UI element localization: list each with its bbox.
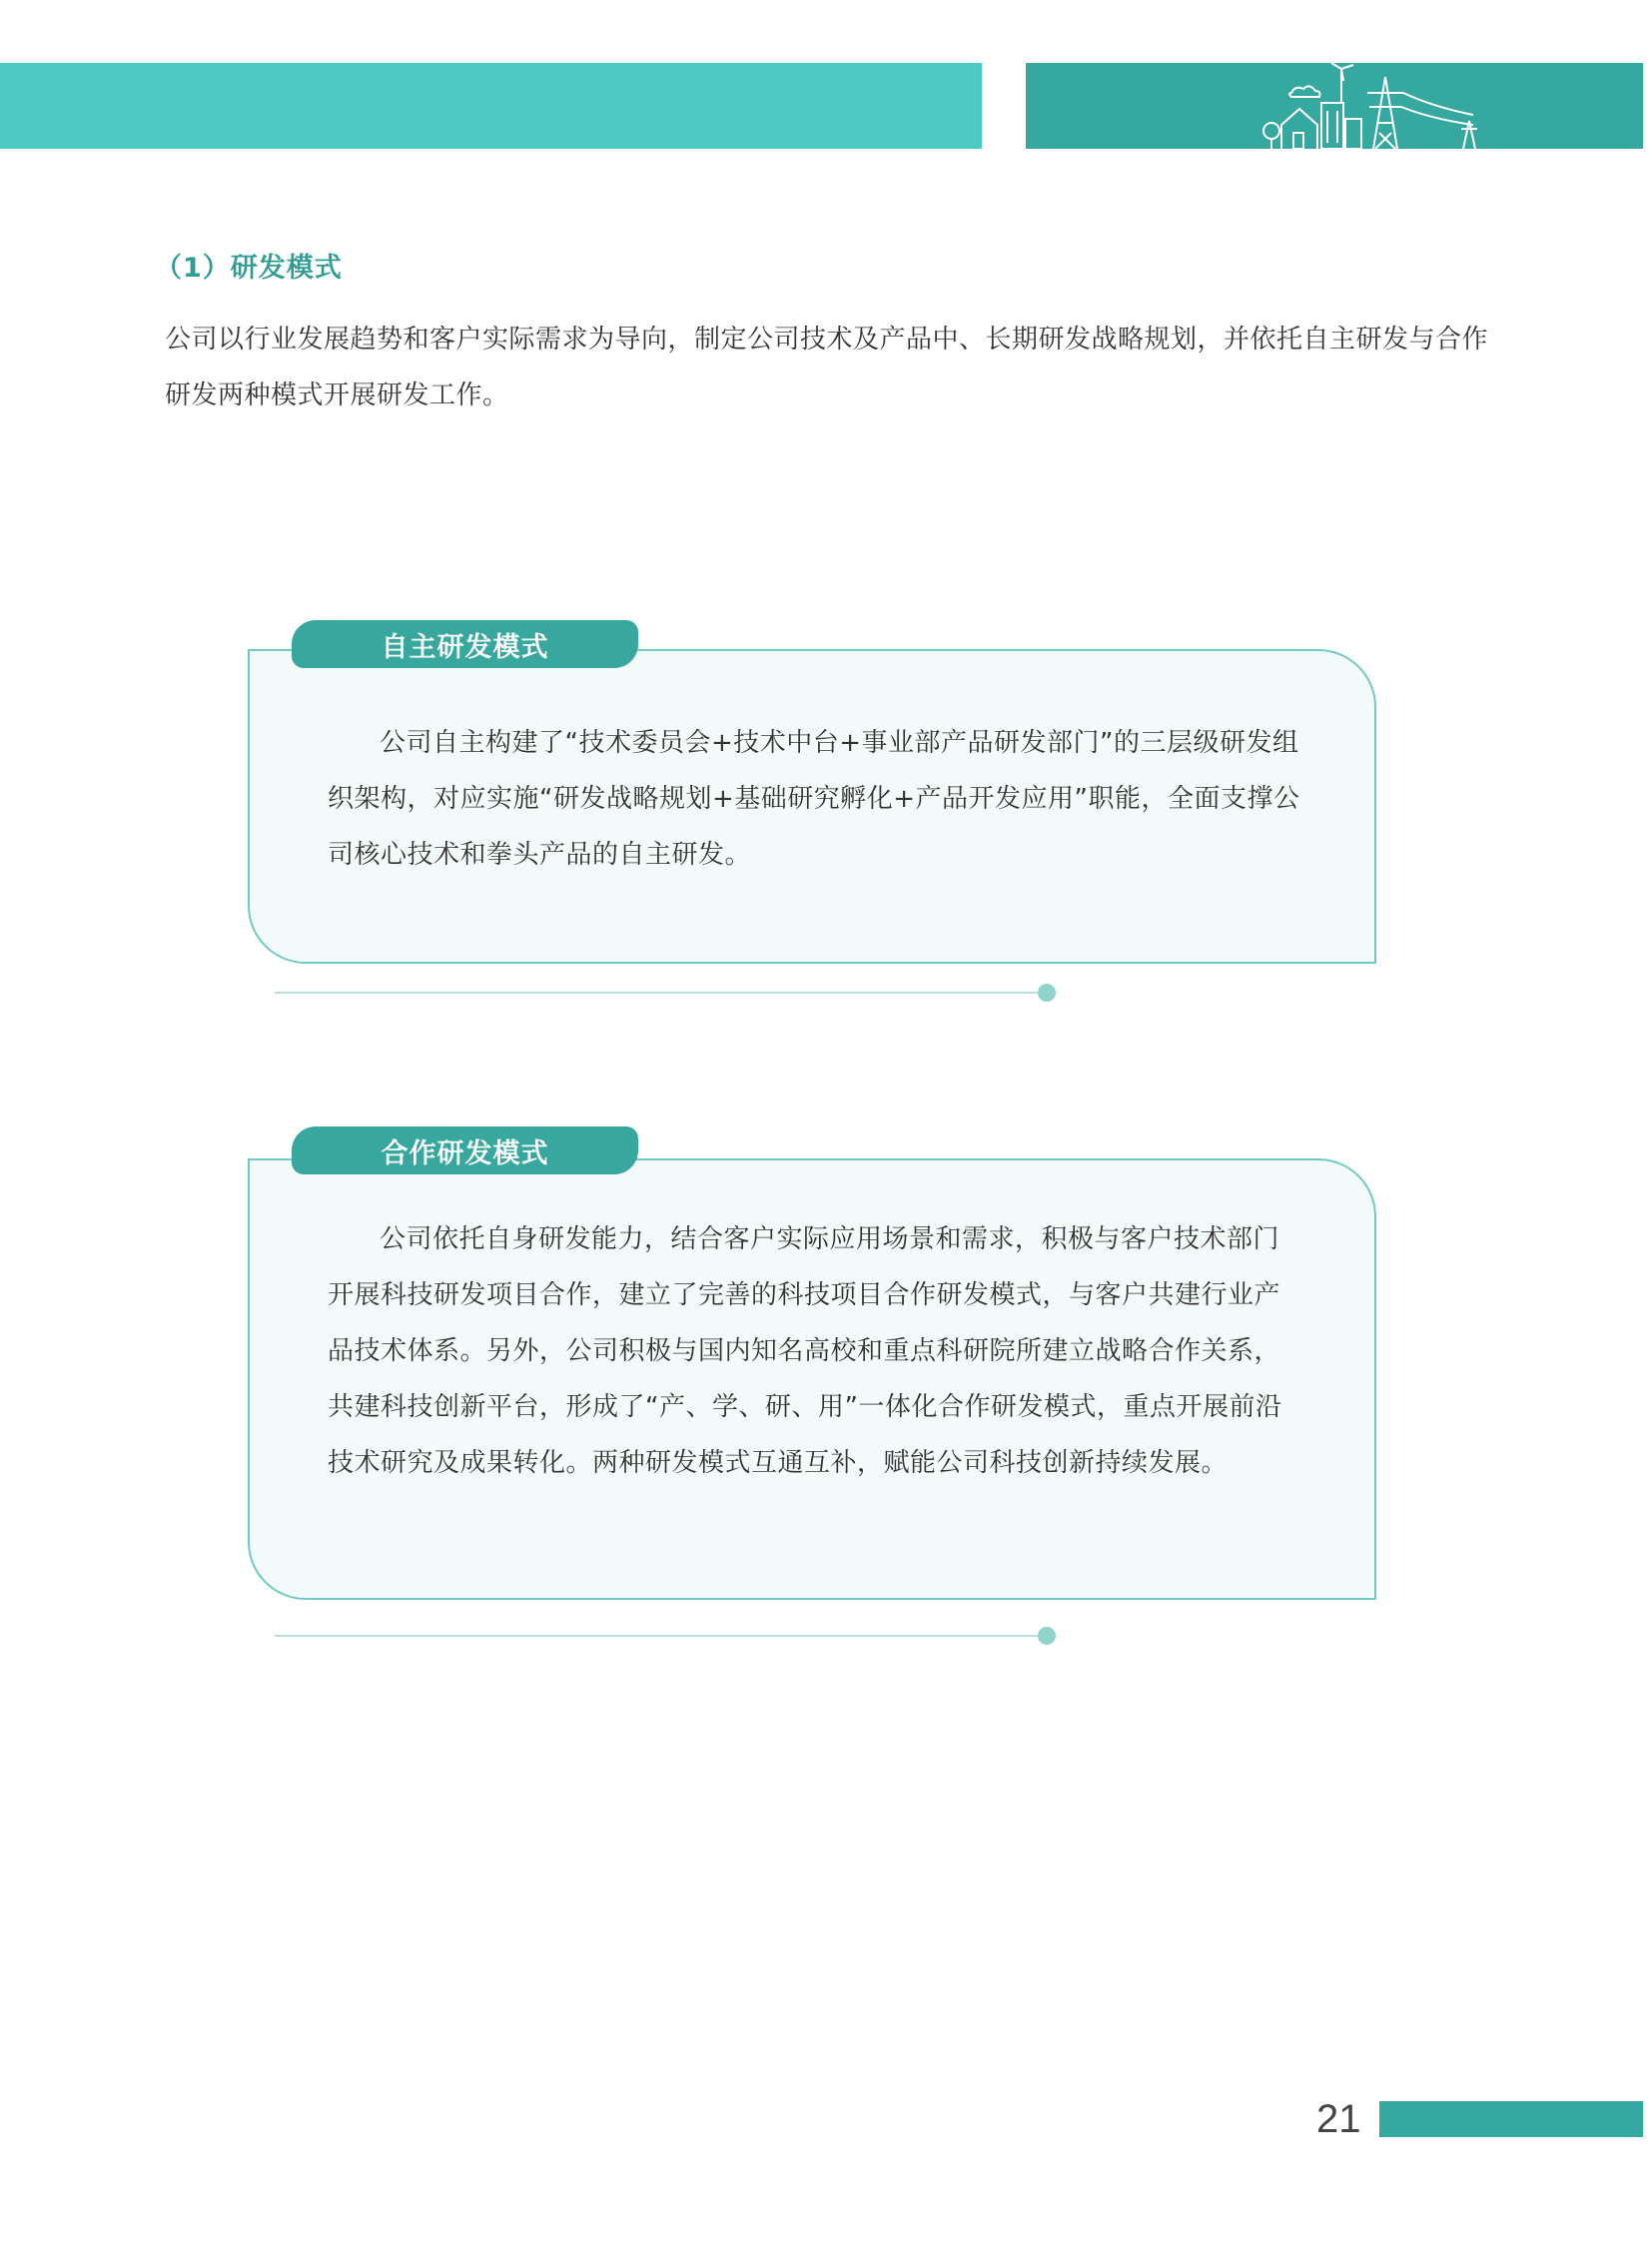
divider-line <box>275 992 1046 994</box>
city-skyline-power-tower-icon <box>1257 63 1487 149</box>
independent-rd-title: 自主研发模式 <box>292 620 638 668</box>
header-illustration-bar <box>1026 63 1643 149</box>
footer-accent-bar <box>1379 2101 1643 2137</box>
cooperative-rd-body: 公司依托自身研发能力，结合客户实际应用场景和需求，积极与客户技术部门开展科技研发项目合作，建立了完善的科技项目合作研发模式，与客户共建行业产品技术体系。另外，公司积极与国内知名高校和重点科研院所建立战略合作关系，共建科技创新平台，形成了“产、学、研、用”一体化合作研发模式，重点开展前沿技术研究及成果转化。两种研发模式互通互补，赋能公司科技创新持续发展。 <box>328 1224 1282 1478</box>
independent-rd-body: 公司自主构建了“技术委员会+技术中台+事业部产品研发部门”的三层级研发组织架构，对应实施“研发战略规划+基础研究孵化+产品开发应用”职能，全面支撑公司核心技术和拳头产品的自主研发。 <box>328 728 1300 870</box>
section-heading: （1）研发模式 <box>155 253 343 284</box>
header-accent-bar <box>0 63 982 149</box>
intro-paragraph: 公司以行业发展趋势和客户实际需求为导向，制定公司技术及产品中、长期研发战略规划，并依托自主研发与合作研发两种模式开展研发工作。 <box>165 325 1489 410</box>
independent-rd-panel <box>248 649 1376 964</box>
cooperative-rd-panel <box>248 1158 1376 1600</box>
divider-dot <box>1038 1627 1056 1645</box>
cooperative-rd-title: 合作研发模式 <box>292 1126 638 1174</box>
divider-line <box>275 1635 1046 1637</box>
page-number: 21 <box>1316 2097 1361 2141</box>
divider-dot <box>1038 984 1056 1002</box>
